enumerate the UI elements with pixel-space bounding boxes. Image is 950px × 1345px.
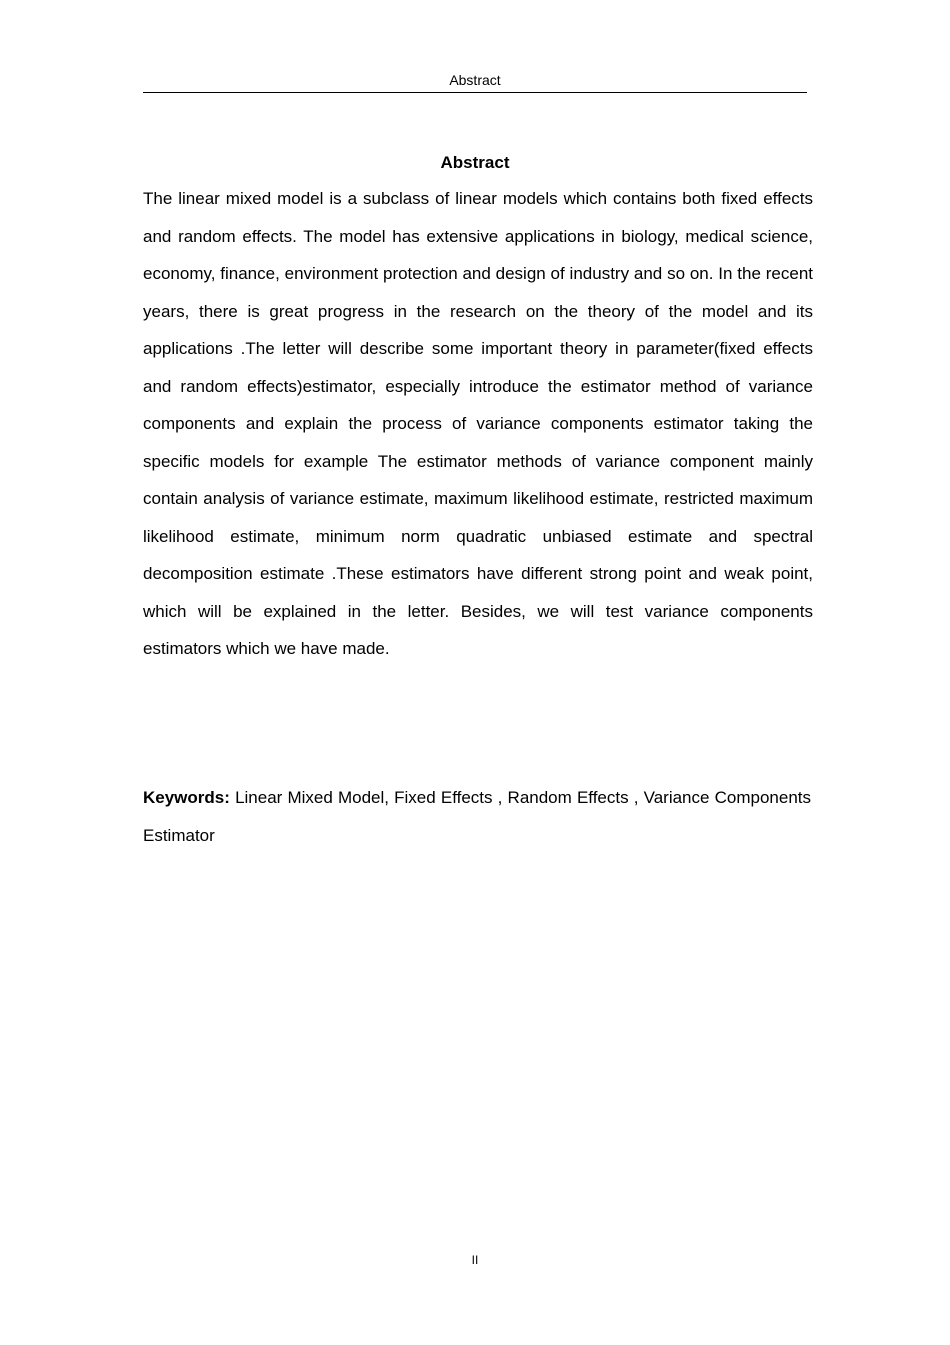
section-title: Abstract <box>440 153 510 172</box>
keywords-label: Keywords: <box>143 788 230 807</box>
running-header: Abstract <box>449 72 501 88</box>
page-number: II <box>471 1253 479 1267</box>
keywords-paragraph <box>143 779 811 854</box>
header-divider <box>143 92 807 93</box>
abstract-paragraph: The linear mixed model is a subclass of linear models which contains both fixed effects and random effects. The model has extensive applications in biology, medical science, economy, finance, environment protection and design of industry and so on. In the recent years, there is great progress in the research on the theory of the model and its applications .The letter will describe some important theory in parameter(fixed effects and random effects)estimator, especially introduce the estimator method of variance components and explain the process of variance components estimator taking the specific models for example The estimator methods of variance component mainly contain analysis of variance estimate, maximum likelihood estimate, restricted maximum likelihood estimate, minimum norm quadratic unbiased estimate and spectral decomposition estimate .These estimators have different strong point and weak point, which will be explained in the letter. Besides, we will test variance components estimators which we have made. <box>143 189 813 658</box>
keywords-text: Linear Mixed Model, Fixed Effects , Random Effects , Variance Components Estimator <box>143 788 811 845</box>
